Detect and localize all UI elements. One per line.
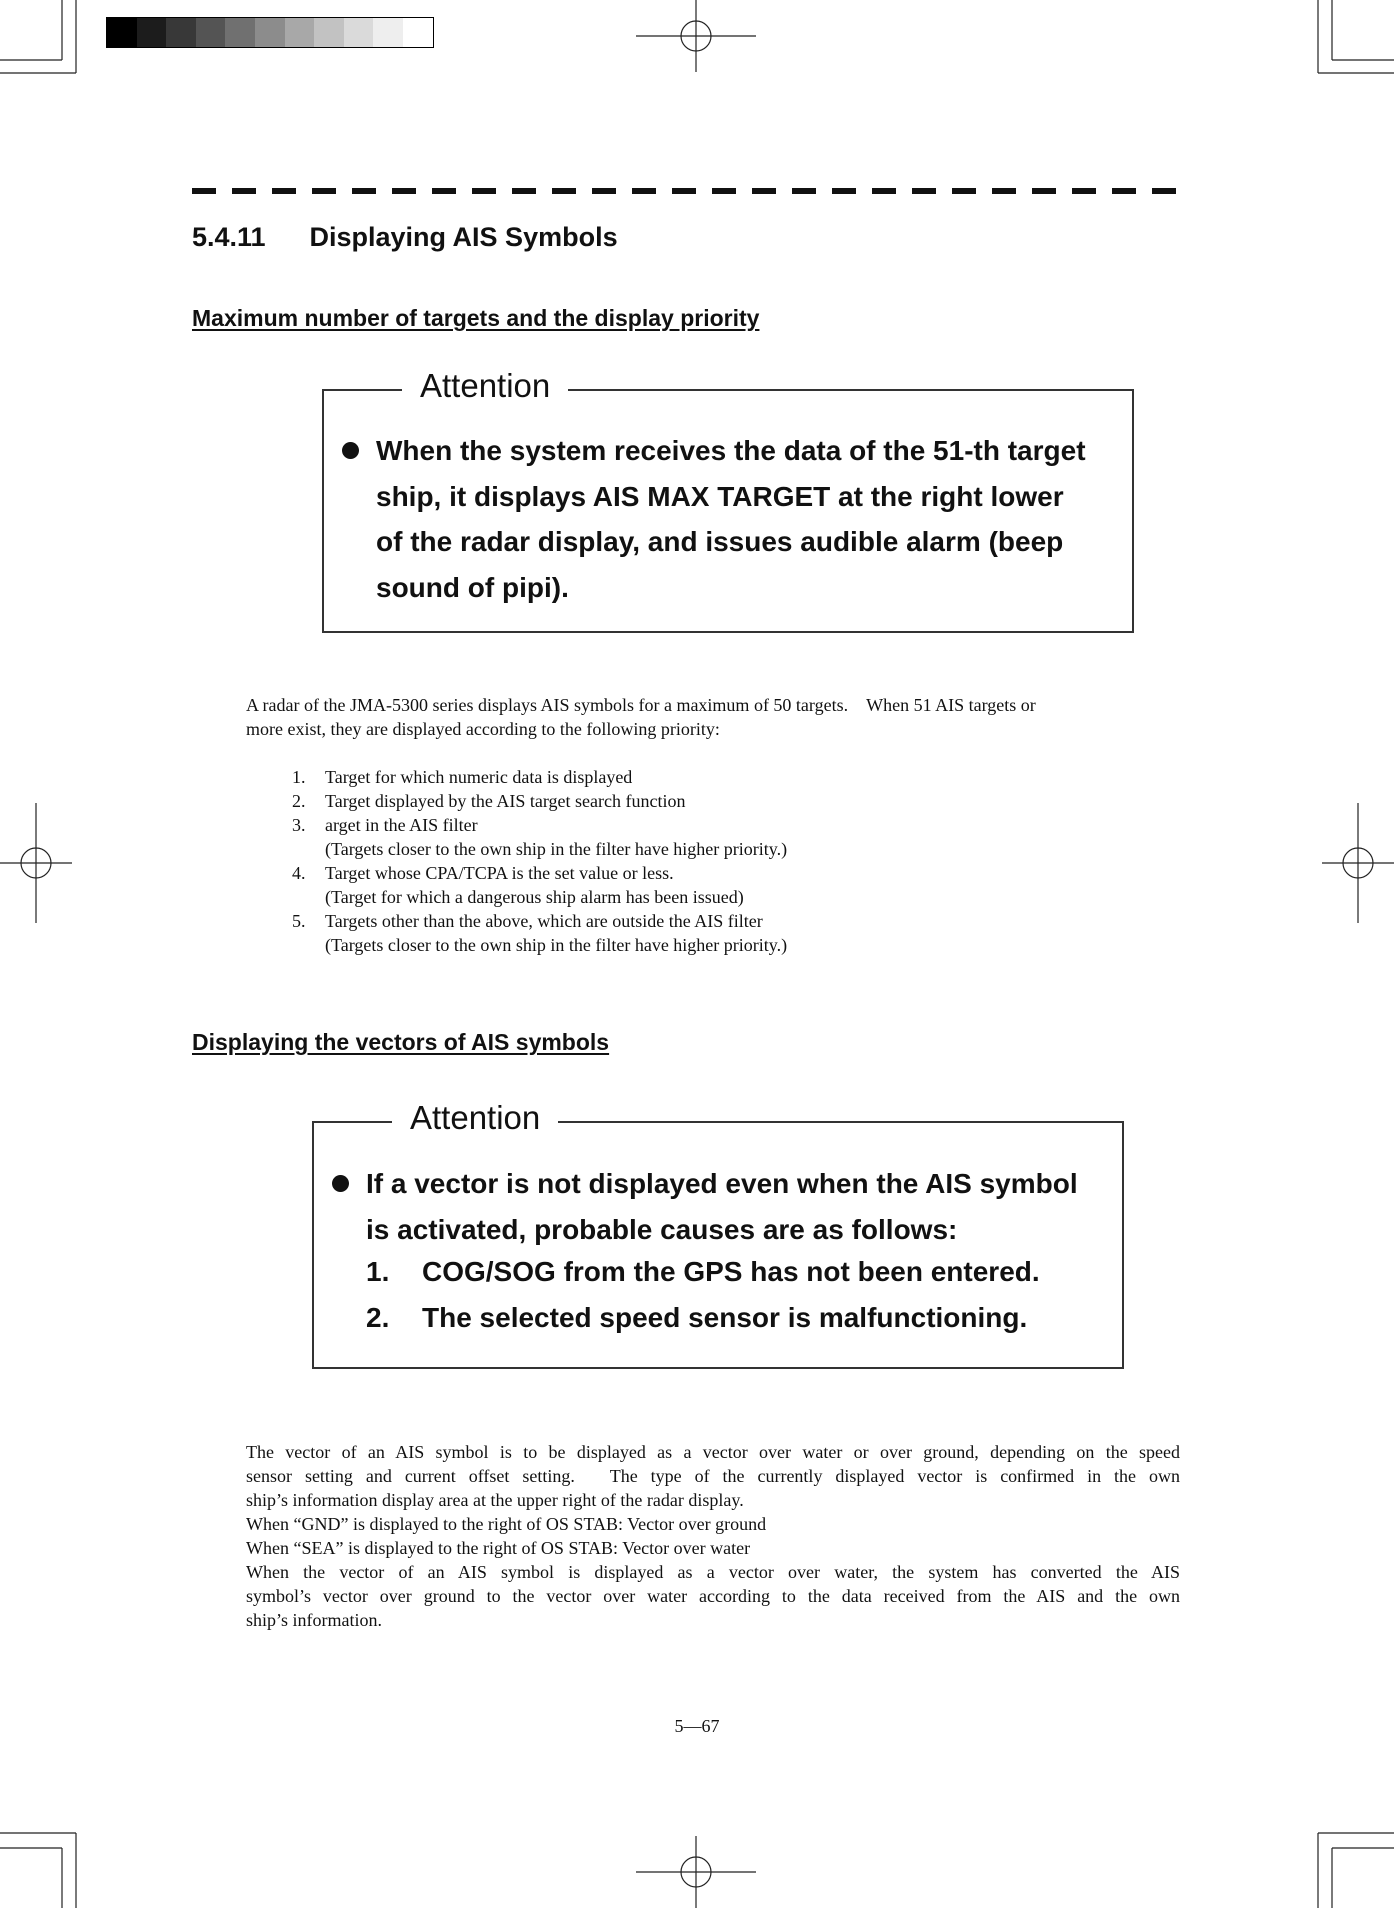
page-number: 5—67 bbox=[674, 1716, 720, 1736]
list-item: 1. Target for which numeric data is displayed bbox=[292, 767, 633, 787]
bullet-icon bbox=[332, 1175, 349, 1192]
list-item: 5. Targets other than the above, which are outside the AIS filter (Targets closer to the own ship in the filter have higher priority.) bbox=[292, 911, 788, 955]
priority-list bbox=[292, 765, 787, 957]
registration-target-right bbox=[1322, 803, 1394, 923]
list-item: 2. Target displayed by the AIS target search function bbox=[292, 791, 686, 811]
registration-target-top bbox=[636, 0, 756, 72]
list-item: 3. arget in the AIS filter (Targets closer to the own ship in the filter have higher priority.) bbox=[292, 815, 788, 859]
attention-box-vectors bbox=[312, 1099, 1124, 1369]
attention-text: When the system receives the data of the 51-th target ship, it displays AIS MAX TARGET at the right lower of the radar display, and issues audible alarm (beep sound of pipi). bbox=[376, 435, 1086, 603]
attention-label: Attention bbox=[402, 367, 568, 405]
attention-box-max-targets bbox=[322, 367, 1134, 633]
grayscale-calibration-bar bbox=[106, 17, 434, 48]
bullet-icon bbox=[342, 442, 359, 459]
list-item: 4. Target whose CPA/TCPA is the set value or less. (Target for which a dangerous ship alarm has been issued) bbox=[292, 863, 744, 907]
cause-item-1: 1. COG/SOG from the GPS has not been entered. bbox=[366, 1256, 1040, 1287]
section-number: 5.4.11 bbox=[192, 222, 266, 252]
priority-intro-paragraph: A radar of the JMA-5300 series displays AIS symbols for a maximum of 50 targets. When 51 AIS targets or more exist, they are displayed according to the following priority: bbox=[246, 695, 1036, 739]
section-title bbox=[192, 222, 618, 253]
section-dashed-rule bbox=[192, 187, 1182, 195]
attention-text: If a vector is not displayed even when the AIS symbol is activated, probable causes are as follows: bbox=[366, 1168, 1078, 1245]
vector-explanation-paragraph: The vector of an AIS symbol is to be displayed as a vector over water or over ground, depending on the speed sensor setting and current offset setting. The type of the currently displayed vector is confirmed in the own ship’s information display area at the upper right of the radar display. When “GND” is displayed to the right of OS STAB: Vector over ground When “SEA” is displayed to the right of OS STAB: Vector over water When the vector of an AIS symbol is displayed as a vector over water, the system has converted the AIS symbol’s vector over ground to the vector over water according to the data received from the AIS and the own ship’s information. bbox=[246, 1442, 1180, 1630]
cause-item-2: 2. The selected speed sensor is malfunctioning. bbox=[366, 1302, 1028, 1333]
subsection-heading-max-targets: Maximum number of targets and the display priority bbox=[192, 305, 760, 331]
section-title-text: Displaying AIS Symbols bbox=[309, 222, 618, 252]
subsection-heading-vectors: Displaying the vectors of AIS symbols bbox=[192, 1029, 610, 1055]
registration-target-bottom bbox=[636, 1836, 756, 1908]
registration-target-left bbox=[0, 803, 72, 923]
attention-label: Attention bbox=[392, 1099, 558, 1137]
